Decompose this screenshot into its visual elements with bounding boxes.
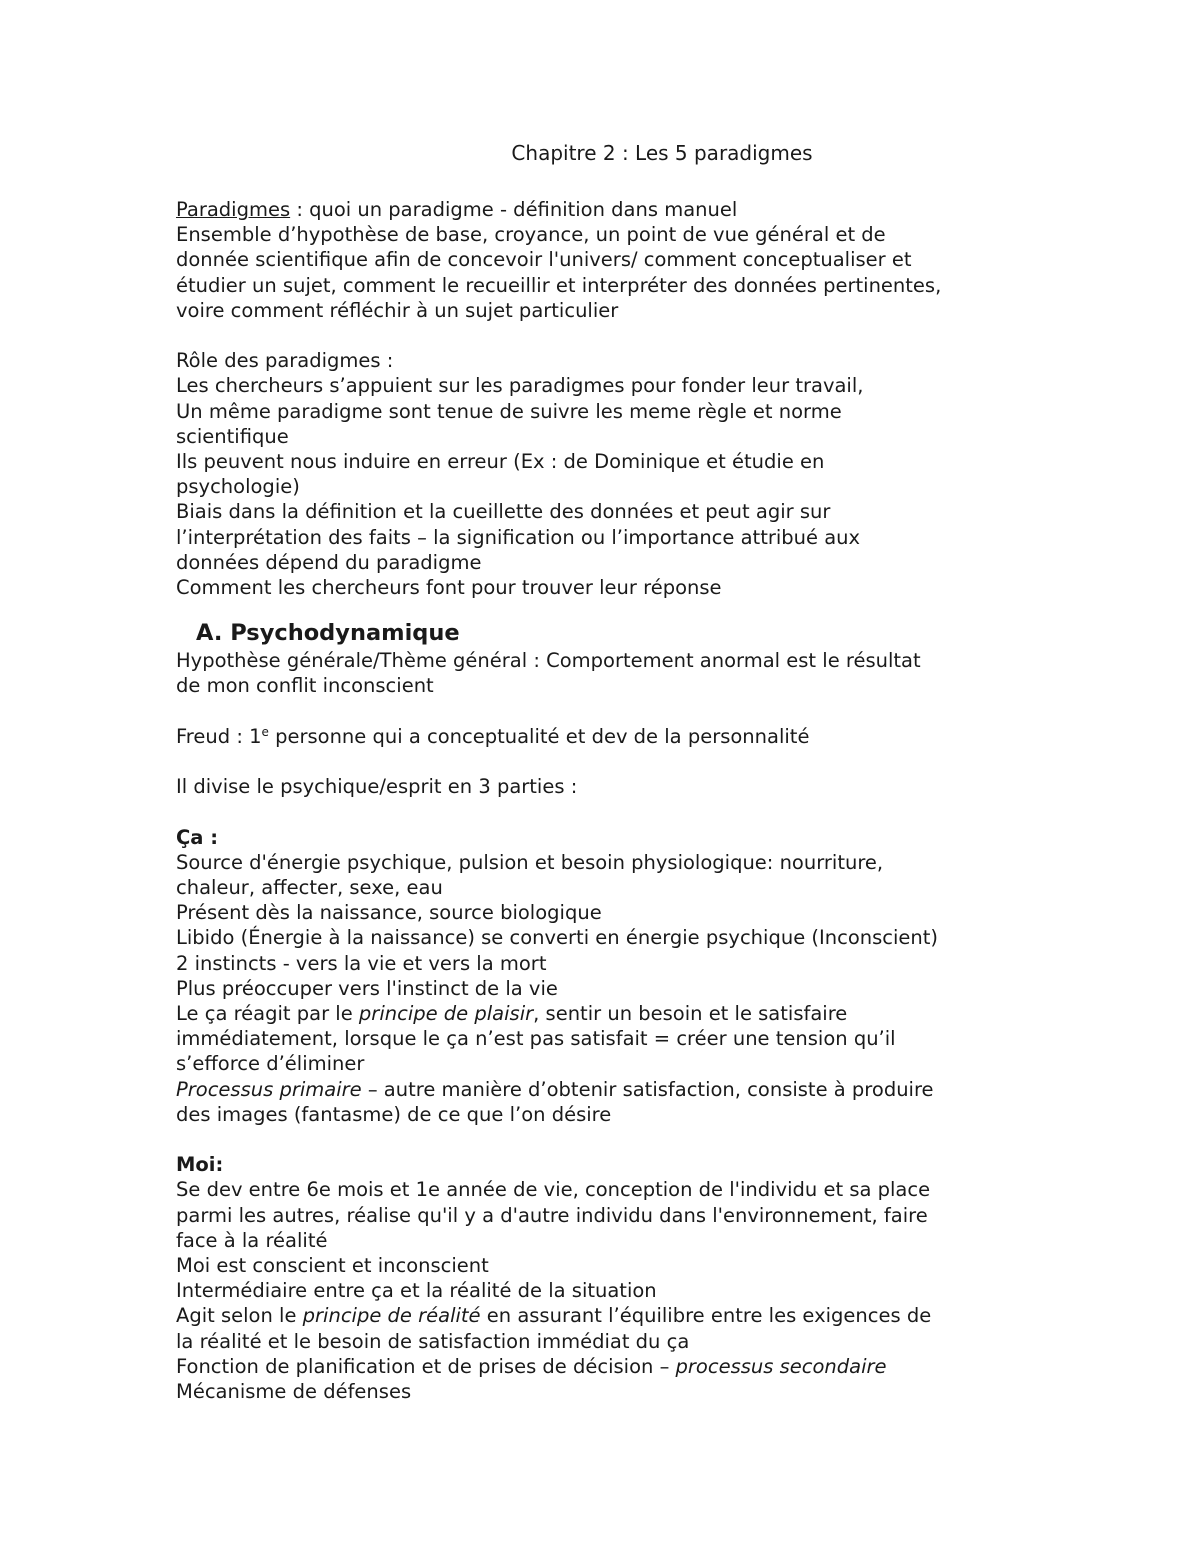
divise-line: Il divise le psychique/esprit en 3 parties : [176,775,578,799]
superscript: e [261,724,269,739]
text-line: donnée scientifique afin de concevoir l'univers/ comment conceptualiser et [176,248,912,272]
blank-line [176,749,1056,774]
text-line: Présent dès la naissance, source biologique [176,901,602,925]
text-line: étudier un sujet, comment le recueillir et interpréter des données pertinentes, [176,273,942,297]
role-heading: Rôle des paradigmes : [176,349,394,373]
text-line: Moi est conscient et inconscient [176,1254,489,1278]
section-a-heading: A. Psychodynamique [196,620,460,647]
text-line: Comment les chercheurs font pour trouver leur réponse [176,576,722,600]
text-line: la réalité et le besoin de satisfaction immédiat du ça [176,1329,690,1353]
text-line: l’interprétation des faits – la signification ou l’importance attribué aux [176,525,861,549]
freud-line-end: personne qui a conceptualité et dev de la personnalité [268,724,810,748]
text-line: chaleur, affecter, sexe, eau [176,876,443,900]
realite-line [176,1303,1056,1328]
fonction-line-start: Fonction de planification et de prises de décision – [176,1354,676,1378]
blank-line [176,799,1056,824]
text-line: Mécanisme de défenses [176,1380,412,1404]
text-line: Hypothèse générale/Thème général : Comportement anormal est le résultat [176,649,921,673]
blank-line [176,699,1056,724]
processus-secondaire: processus secondaire [675,1354,887,1378]
text-line: psychologie) [176,475,300,499]
text-line: des images (fantasme) de ce que l’on désire [176,1102,612,1126]
realite-line-start: Agit selon le [176,1304,303,1328]
document-content [176,140,1056,1404]
text-line: Ils peuvent nous induire en erreur (Ex : de Dominique et étudie en [176,450,825,474]
text-line: Les chercheurs s’appuient sur les paradigmes pour fonder leur travail, [176,374,864,398]
plaisir-line-start: Le ça réagit par le [176,1002,359,1026]
text-line: données dépend du paradigme [176,550,482,574]
paradigmes-term: Paradigmes [176,198,291,221]
text-line: Biais dans la définition et la cueillette des données et peut agir sur [176,500,831,524]
text-line: Source d'énergie psychique, pulsion et besoin physiologique: nourriture, [176,850,884,874]
text-line: scientifique [176,424,289,448]
plaisir-line [176,1001,1056,1026]
text-line: 2 instincts - vers la vie et vers la mort [176,951,547,975]
processus-primaire: Processus primaire [176,1077,362,1101]
text-line: immédiatement, lorsque le ça n’est pas satisfait = créer une tension qu’il [176,1027,896,1051]
text-line: Un même paradigme sont tenue de suivre les meme règle et norme [176,399,842,423]
text-line: Ensemble d’hypothèse de base, croyance, un point de vue général et de [176,223,886,247]
text-line: Libido (Énergie à la naissance) se converti en énergie psychique (Inconscient) [176,926,939,950]
fonction-line [176,1354,1056,1379]
text-line: de mon conflit inconscient [176,674,434,698]
primaire-line-end: – autre manière d’obtenir satisfaction, consiste à produire [361,1077,934,1101]
freud-line-start: Freud : 1 [176,724,262,748]
text-line: Plus préoccuper vers l'instinct de la vie [176,976,558,1000]
realite-line-end: en assurant l’équilibre entre les exigences de [480,1304,932,1328]
blank-line [176,323,1056,348]
blank-line [176,1127,1056,1152]
text-line: Intermédiaire entre ça et la réalité de la situation [176,1279,657,1303]
principe-de-plaisir: principe de plaisir [358,1002,534,1026]
intro-definition-line [176,197,1056,222]
text-line: parmi les autres, réalise qu'il y a d'autre individu dans l'environnement, faire [176,1203,928,1227]
freud-line [176,724,1056,749]
text-line: voire comment réfléchir à un sujet particulier [176,298,619,322]
text-line: Se dev entre 6e mois et 1e année de vie, conception de l'individu et sa place [176,1178,931,1202]
text-line: face à la réalité [176,1228,328,1252]
ca-heading: Ça : [176,825,219,849]
page-title: Chapitre 2 : Les 5 paradigmes [511,141,813,165]
primaire-line [176,1077,1056,1102]
text-line: s’efforce d’éliminer [176,1052,365,1076]
paradigmes-term-rest: : quoi un paradigme - définition dans manuel [290,198,738,221]
moi-heading: Moi: [176,1153,224,1177]
principe-de-realite: principe de réalité [302,1304,481,1328]
plaisir-line-end: , sentir un besoin et le satisfaire [533,1002,848,1026]
